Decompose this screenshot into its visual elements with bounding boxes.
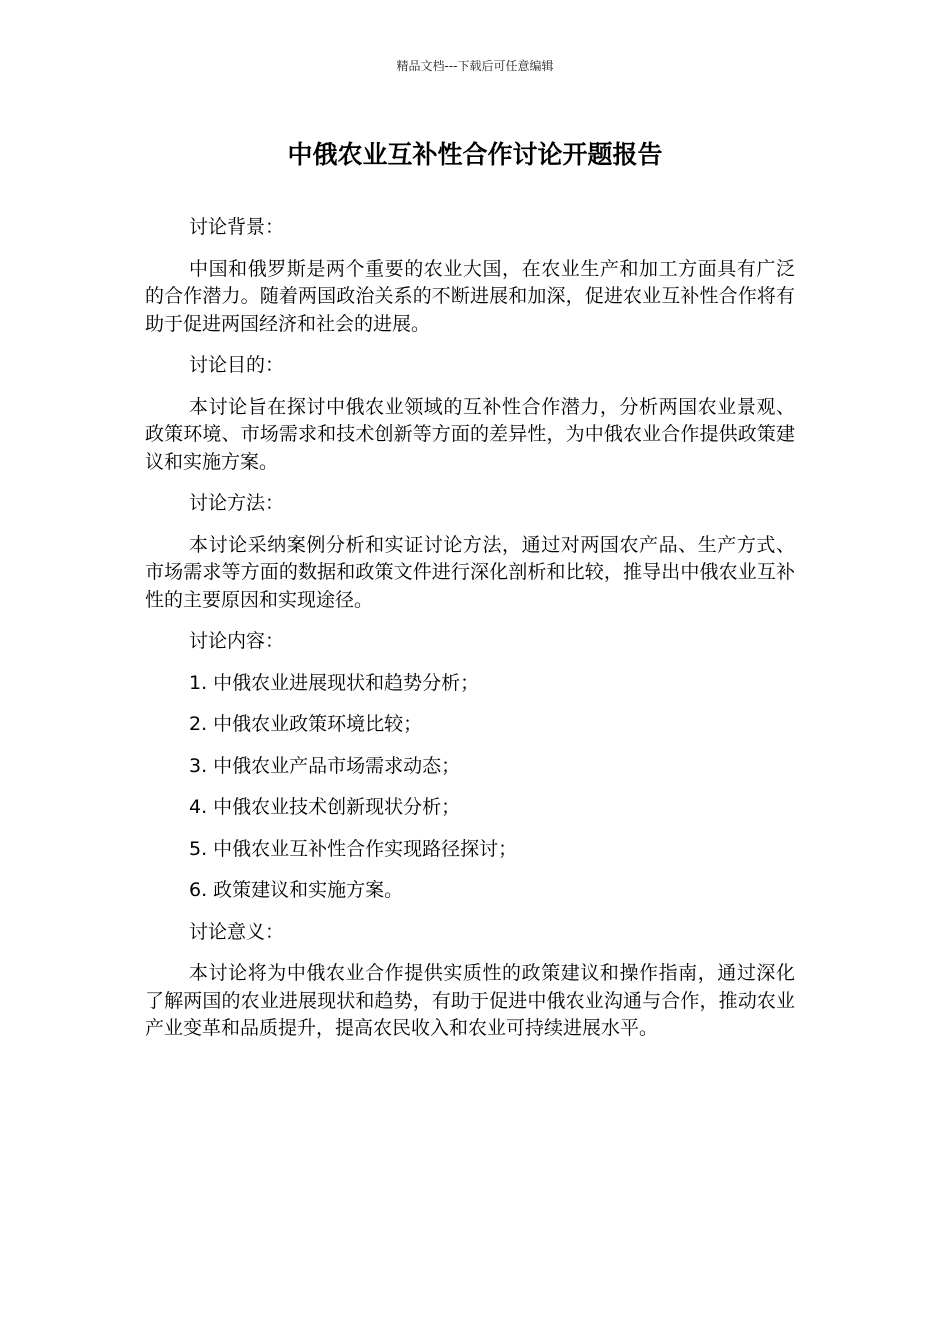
- list-item: 6. 政策建议和实施方案。: [189, 879, 404, 901]
- section-heading-purpose: 讨论目的：: [189, 354, 285, 376]
- document-body: [145, 214, 795, 1057]
- section-body-significance: 本讨论将为中俄农业合作提供实质性的政策建议和操作指南，通过深化了解两国的农业进展现状和趋势，有助于促进中俄农业沟通与合作，推动农业产业变革和品质提升，提高农民收入和农业可持续进展水平。: [145, 962, 795, 1039]
- list-item: 1. 中俄农业进展现状和趋势分析；: [189, 671, 480, 694]
- section-heading-significance: 讨论意义：: [189, 920, 285, 943]
- list-item: 4. 中俄农业技术创新现状分析；: [189, 796, 461, 818]
- section-body-purpose: 本讨论旨在探讨中俄农业领域的互补性合作潜力，分析两国农业景观、政策环境、市场需求和技术创新等方面的差异性，为中俄农业合作提供政策建议和实施方案。: [145, 395, 795, 473]
- section-heading-background: 讨论背景：: [189, 216, 285, 238]
- list-item: 3. 中俄农业产品市场需求动态；: [189, 754, 461, 777]
- section-heading-method: 讨论方法：: [189, 492, 285, 514]
- list-item: 2. 中俄农业政策环境比较；: [189, 713, 423, 735]
- section-heading-content: 讨论内容：: [189, 630, 285, 652]
- list-item: 5. 中俄农业互补性合作实现路径探讨；: [189, 837, 518, 860]
- content-list: [145, 670, 795, 905]
- section-body-method: 本讨论采纳案例分析和实证讨论方法，通过对两国农产品、生产方式、市场需求等方面的数据和政策文件进行深化剖析和比较，推导出中俄农业互补性的主要原因和实现途径。: [145, 533, 795, 611]
- document-title: 中俄农业互补性合作讨论开题报告: [287, 140, 663, 169]
- section-body-background: 中国和俄罗斯是两个重要的农业大国，在农业生产和加工方面具有广泛的合作潜力。随着两国政治关系的不断进展和加深，促进农业互补性合作将有助于促进两国经济和社会的进展。: [145, 257, 795, 335]
- page-header-note: 精品文档---下载后可任意编辑: [396, 59, 554, 73]
